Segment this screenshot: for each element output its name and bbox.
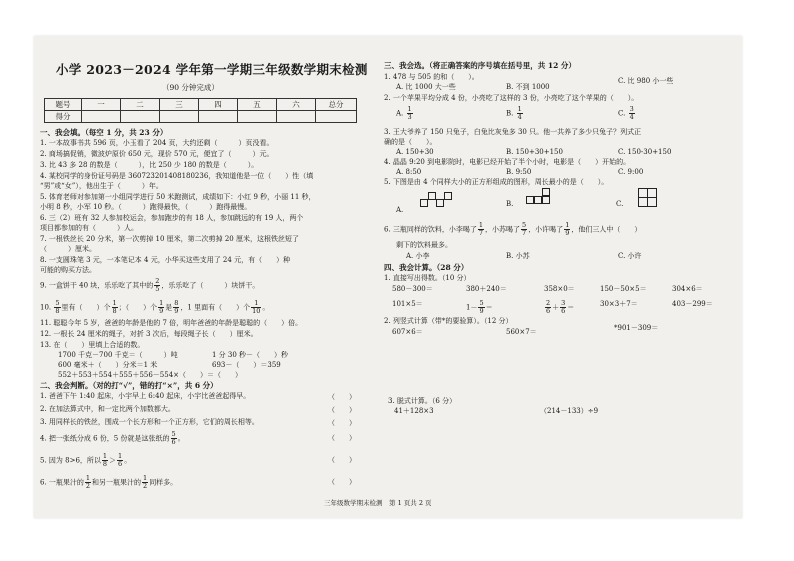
- fraction-1-9: $\frac{1}{9}$: [565, 221, 570, 237]
- calc-item: 403－299＝: [672, 300, 713, 308]
- question-text: 5. 因为 8>6，所以: [40, 456, 101, 465]
- choice-option[interactable]: C.: [616, 200, 624, 208]
- question-line: 4. 某校同学的身份证号码是 360723201408180236，我知道他是一位（ ）性（填: [40, 172, 314, 180]
- answer-paren[interactable]: （ ）: [328, 434, 356, 442]
- shape-c-icon: [638, 188, 662, 212]
- question-text: ，乐乐吃了（ ）块饼干。: [161, 281, 260, 290]
- score-cell: 五: [238, 99, 277, 111]
- fraction-3-6: $\frac{3}{6}$: [561, 299, 566, 315]
- score-input-cell[interactable]: [238, 111, 277, 123]
- question-text: ＞: [109, 456, 117, 465]
- question-text: 同样多。: [149, 478, 178, 487]
- score-cell: 三: [160, 99, 199, 111]
- question-10: [40, 300, 269, 315]
- question-9: [40, 278, 259, 293]
- choice-option[interactable]: B. 不到 1000: [506, 83, 550, 91]
- calc-item: 580－300＝: [392, 285, 433, 293]
- choice-option[interactable]: A. 小李: [406, 252, 430, 260]
- score-table: [44, 98, 357, 123]
- exam-paper: [34, 36, 742, 518]
- fraction-1-4: $\frac{1}{4}$: [517, 105, 522, 121]
- stepwise-calc-item: （214－133）÷9: [540, 407, 599, 415]
- fraction-1-9: $\frac{1}{9}$: [159, 299, 164, 315]
- choice-option[interactable]: B. 150+30+150: [506, 148, 563, 156]
- calc-item: 358×0＝: [544, 285, 575, 293]
- fraction-1-6: $\frac{1}{6}$: [118, 452, 123, 468]
- calc-item: 101×5＝: [392, 300, 423, 308]
- judge-item-4: [40, 431, 185, 446]
- question-text: 和另一瓶果汁的: [92, 478, 142, 487]
- score-input-cell[interactable]: [121, 111, 160, 123]
- fraction-5-6: $\frac{5}{6}$: [171, 430, 176, 446]
- exam-duration: （90 分钟完成）: [162, 83, 219, 92]
- fraction-5-9: $\frac{5}{9}$: [479, 299, 484, 315]
- fraction-3-4: $\frac{3}{4}$: [629, 105, 634, 121]
- question-text: 。: [177, 434, 185, 443]
- shape-a-icon: [420, 192, 468, 216]
- answer-paren[interactable]: （ ）: [328, 419, 356, 427]
- fraction-1-3: $\frac{1}{3}$: [407, 105, 412, 121]
- answer-paren[interactable]: （ ）: [328, 406, 356, 414]
- score-cell: 六: [277, 99, 316, 111]
- question-line: 3. 比 43 多 28 的数是（ ），比 250 少 180 的数是（ ）。: [40, 161, 259, 169]
- question-line: 1. 一本故事书共 596 页，小玉看了 204 页，大约还剩（ ）页没看。: [40, 139, 274, 147]
- score-cell: 总分: [316, 99, 357, 111]
- calc-item: 304×6＝: [672, 285, 703, 293]
- choice-option[interactable]: A. $\frac{1}{3}$: [396, 105, 412, 121]
- vertical-calc-item: 607×6＝: [392, 328, 423, 336]
- choice-option[interactable]: C. 小许: [618, 252, 642, 260]
- question-line: 可能的购买方法。: [40, 266, 96, 274]
- question-text: ，1 里面有（ ）个: [180, 303, 251, 312]
- choice-question: 剩下的饮料最多。: [396, 241, 452, 249]
- question-text: 10.: [40, 303, 52, 312]
- question-text: 9. 一盒饼干 40 块，乐乐吃了其中的: [40, 281, 154, 290]
- answer-paren[interactable]: （ ）: [328, 478, 356, 486]
- fraction-5-8: $\frac{5}{8}$: [55, 299, 60, 315]
- calc-item: 150－50×5＝: [600, 285, 647, 293]
- vertical-calc-item: *901－309＝: [614, 324, 659, 332]
- fraction-5-7: $\frac{5}{7}$: [522, 221, 527, 237]
- fraction-1-10: $\frac{1}{10}$: [252, 299, 261, 315]
- fraction-1-8: $\frac{1}{8}$: [102, 452, 108, 468]
- score-cell: 四: [199, 99, 238, 111]
- shape-b-icon: [526, 188, 556, 212]
- choice-option[interactable]: A.: [396, 206, 404, 214]
- question-text: 里有（ ）个: [61, 303, 111, 312]
- fill-item: 600 毫米＋（ ）分米＝1 米: [58, 361, 158, 369]
- calc-part-title: 2. 列竖式计算（带*的要验算）。（12 分）: [384, 317, 513, 325]
- page-footer: 三年级数学期末检测 第 1 页共 2 页: [324, 499, 432, 507]
- fraction-1-2: $\frac{1}{2}$: [85, 474, 91, 490]
- score-input-cell[interactable]: [160, 111, 199, 123]
- calc-text: 1－: [466, 303, 478, 312]
- judge-item-5: [40, 453, 131, 468]
- score-table-header-row: [45, 99, 357, 111]
- question-line: 小明 8 秒，小军 10 秒。（ ）跑得最快，（ ）跑得最慢。: [40, 203, 252, 211]
- fraction-8-9: $\frac{8}{9}$: [174, 299, 179, 315]
- question-line: 6. 三（2）班有 32 人参加校运会，参加跑步的有 18 人，参加跳远的有 19 人，两个: [40, 214, 304, 222]
- fraction-1-8: $\frac{1}{8}$: [112, 299, 117, 315]
- question-line: 项目都参加的有（ ）人。: [40, 224, 138, 232]
- judge-item: 2. 在加法算式中，和一定比两个加数都大。: [40, 405, 175, 413]
- choice-option[interactable]: A. 150+30: [396, 148, 434, 156]
- calc-text: ＝: [567, 303, 575, 312]
- question-line: 2. 商场搞促销，微波炉原价 650 元，现价 570 元，便宜了（ ）元。: [40, 150, 274, 158]
- choice-question: 5. 下图是由 4 个同样大小的正方形组成的图形，周长最小的是（ ）。: [384, 178, 609, 186]
- choice-option[interactable]: C. 9:00: [618, 168, 644, 176]
- calc-item: 380＋240＝: [466, 285, 507, 293]
- calc-text: ＝: [485, 303, 493, 312]
- calc-part-title: 1. 直接写出得数。（10 分）: [384, 274, 471, 282]
- question-text: 。: [124, 456, 132, 465]
- section3-heading: 三、我会选。（将正确答案的序号填在括号里，共 12 分）: [384, 61, 576, 70]
- score-cell: 题号: [45, 99, 82, 111]
- question-line: 7. 一根铁丝长 20 分米，第一次剪掉 10 厘米，第二次剪掉 20 厘米，这根铁丝短了: [40, 235, 299, 243]
- score-cell: 二: [121, 99, 160, 111]
- section4-heading: 四、我会计算。（28 分）: [384, 263, 469, 272]
- calc-part-title: 3. 脱式计算。（6 分）: [388, 397, 457, 405]
- question-12: 12. 一根长 24 厘米的绳子，对折 3 次后，每段绳子长（ ）厘米。: [40, 330, 258, 338]
- question-text: ，小苏喝了: [485, 225, 521, 234]
- fill-item: 693－（ ）＝359: [212, 361, 281, 369]
- choice-question: 2. 一个苹果平均分成 4 份，小亮吃了这样的 3 份，小亮吃了这个苹果的（ ）。: [384, 94, 639, 102]
- section2-heading: 二、我会判断。（对的打“√”，错的打“×”，共 6 分）: [40, 381, 218, 390]
- vertical-calc-item: 560×7＝: [506, 328, 537, 336]
- question-text: 6. 一瓶果汁的: [40, 478, 84, 487]
- choice-option[interactable]: A. 比 1000 大一些: [396, 83, 456, 91]
- choice-option[interactable]: A. 8:50: [396, 168, 422, 176]
- question-text: 是: [165, 303, 173, 312]
- fill-item: 1 分 30 秒－（ ）秒: [212, 351, 289, 359]
- fraction-2-6: $\frac{2}{6}$: [546, 299, 551, 315]
- score-cell: 得分: [45, 111, 82, 123]
- answer-paren[interactable]: （ ）: [328, 393, 356, 401]
- question-text: ，他们三人中（ ）: [571, 225, 642, 234]
- fraction-1-2: $\frac{1}{2}$: [143, 474, 148, 490]
- fill-item: 552＋553＋554＋555＋556－554×（ ）＝（ ）: [58, 371, 243, 379]
- choice-option[interactable]: B.: [506, 200, 514, 208]
- score-input-cell[interactable]: [82, 111, 121, 123]
- exam-title: 小学 2023－2024 学年第一学期三年级数学期末检测: [56, 62, 368, 77]
- choice-option[interactable]: C. 150-30+150: [618, 148, 672, 156]
- score-table-score-row: [45, 111, 357, 123]
- question-text: 。: [262, 303, 270, 312]
- score-input-cell[interactable]: [277, 111, 316, 123]
- choice-question: 3. 王大爷养了 150 只兔子，白兔比灰兔多 30 只。他一共养了多少只兔子？列式正: [384, 128, 642, 136]
- fraction-2-5: $\frac{2}{5}$: [155, 277, 160, 293]
- question-text: ，小许喝了: [528, 225, 564, 234]
- calc-item: 30×3＋7＝: [600, 300, 638, 308]
- question-line: 8. 一支圆珠笔 3 元，一本笔记本 4 元，小华买这些支用了 24 元，有（ ）种: [40, 256, 291, 264]
- judge-item-6: [40, 475, 177, 490]
- fraction-1-7: $\frac{1}{7}$: [478, 221, 484, 237]
- question-13: 13. 在（ ）里填上合适的数。: [40, 341, 145, 349]
- stepwise-calc-item: 41＋128×3: [394, 407, 434, 415]
- choice-option[interactable]: B. 9:50: [506, 168, 532, 176]
- question-text: ；（ ）个: [118, 303, 158, 312]
- choice-question: 4. 晶晶 9:20 到电影院时，电影已经开始了半个小时，电影是（ ）开始的。: [384, 158, 631, 166]
- choice-question-6: [384, 222, 641, 237]
- choice-option[interactable]: B. $\frac{1}{4}$: [506, 105, 522, 121]
- judge-item: 3. 用同样长的铁丝，围成一个长方形和一个正方形，它们的周长相等。: [40, 418, 259, 426]
- question-line: （ ）厘米。: [40, 245, 96, 253]
- choice-option[interactable]: C. 比 980 小一些: [618, 77, 674, 85]
- choice-option[interactable]: B. 小苏: [506, 252, 530, 260]
- calc-item: $\frac{2}{6}$ ＋ $\frac{3}{6}$ ＝: [546, 299, 575, 315]
- choice-question: 确的是（ ）。: [384, 138, 437, 146]
- choice-question: 1. 478 与 505 的和（ ）。: [384, 73, 479, 81]
- section1-heading: 一、我会填。（每空 1 分，共 23 分）: [40, 128, 168, 137]
- answer-paren[interactable]: （ ）: [328, 456, 356, 464]
- score-input-cell[interactable]: [316, 111, 357, 123]
- question-text: 4. 把一张纸分成 6 份，5 份就是这张纸的: [40, 434, 170, 443]
- score-input-cell[interactable]: [199, 111, 238, 123]
- score-cell: 一: [82, 99, 121, 111]
- choice-option[interactable]: C. $\frac{3}{4}$: [618, 105, 634, 121]
- question-line: “男”或“女”），他出生于（ ）年。: [40, 182, 163, 190]
- fill-item: 1700 千克－700 千克＝（ ）吨: [58, 351, 178, 359]
- judge-item: 1. 爸爸下午 1:40 起床，小宇早上 6:40 起床，小宇比爸爸起得早。: [40, 392, 251, 400]
- question-11: 11. 聪聪今年 5 岁，爸爸的年龄是他的 7 倍，明年爸爸的年龄是聪聪的（ ）倍。: [40, 319, 303, 327]
- question-text: 6. 三瓶同样的饮料，小李喝了: [384, 225, 477, 234]
- calc-item: [466, 300, 493, 315]
- question-line: 5. 体育老师对参加第一小组同学进行 50 米跑测试，成绩如下：小红 9 秒，小丽 11 秒，: [40, 193, 316, 201]
